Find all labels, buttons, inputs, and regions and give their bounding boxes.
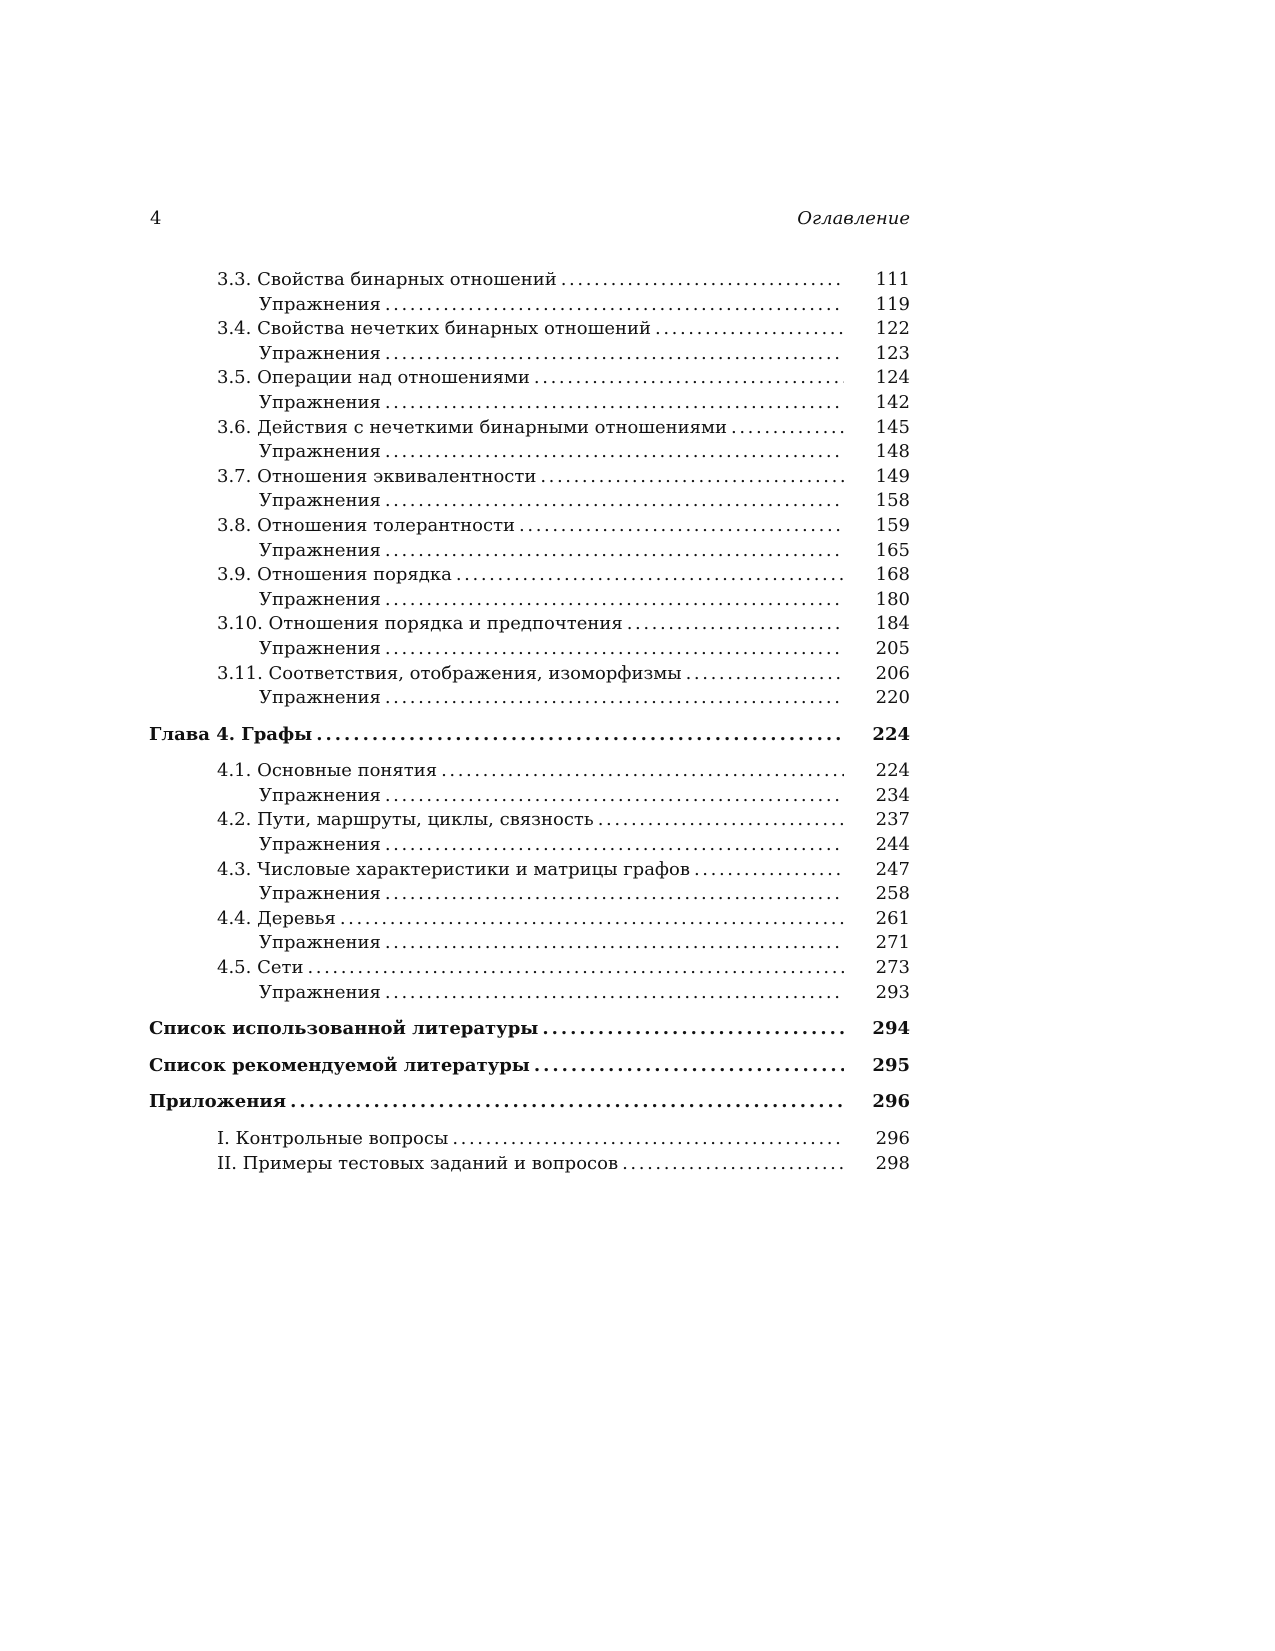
dot-leader <box>694 858 844 883</box>
toc-entry-page: 165 <box>875 539 910 561</box>
toc-entry-3-3[interactable] <box>149 268 910 293</box>
toc-entry-label: Упражнения <box>259 637 381 659</box>
toc-entry-page: 142 <box>875 391 910 413</box>
toc-entry-label: Упражнения <box>259 687 381 709</box>
dot-leader <box>627 612 844 637</box>
toc-entry-page: 298 <box>875 1152 910 1174</box>
toc-entry-4-1[interactable] <box>149 759 910 784</box>
dot-leader <box>561 268 844 293</box>
dot-leader <box>452 1127 844 1152</box>
toc-entry-3-9[interactable] <box>149 563 910 588</box>
toc-entry-label: II. Примеры тестовых заданий и вопросов <box>217 1152 619 1174</box>
toc-entry-page: 148 <box>875 441 910 463</box>
dot-leader <box>542 1017 844 1042</box>
toc-entry-appendix-1[interactable] <box>149 1127 910 1152</box>
toc-entry-page: 273 <box>875 957 910 979</box>
toc-entry-3-7[interactable] <box>149 465 910 490</box>
dot-leader <box>385 440 844 465</box>
toc-entry-exercises[interactable] <box>149 637 910 662</box>
toc-chapter-label: Список использованной литературы <box>149 1018 539 1040</box>
toc-entry-label: Упражнения <box>259 293 381 315</box>
toc-entry-4-5[interactable] <box>149 956 910 981</box>
toc-entry-page: 159 <box>875 514 910 536</box>
toc-entry-page: 244 <box>875 834 910 856</box>
dot-leader <box>534 1054 844 1079</box>
dot-leader <box>385 391 844 416</box>
toc-chapter-label: Приложения <box>149 1091 287 1113</box>
toc-chapter-4[interactable] <box>149 723 910 748</box>
toc-entry-exercises[interactable] <box>149 440 910 465</box>
toc-entry-exercises[interactable] <box>149 931 910 956</box>
toc-entry-page: 124 <box>875 367 910 389</box>
toc-entry-label: 4.3. Числовые характеристики и матрицы графов <box>217 858 690 880</box>
toc-entry-page: 220 <box>875 687 910 709</box>
toc-entry-page: 111 <box>875 269 910 290</box>
toc-entry-exercises[interactable] <box>149 539 910 564</box>
toc-entry-page: 158 <box>875 490 910 512</box>
dot-leader <box>385 882 844 907</box>
toc-entry-page: 271 <box>875 932 910 954</box>
toc-entry-label: 4.4. Деревья <box>217 907 336 929</box>
toc-entry-label: Упражнения <box>259 981 381 1003</box>
toc-entry-appendix-2[interactable] <box>149 1152 910 1177</box>
toc-entry-4-3[interactable] <box>149 858 910 883</box>
toc-chapter-page: 296 <box>872 1091 910 1113</box>
dot-leader <box>385 637 844 662</box>
toc-entry-page: 184 <box>875 613 910 635</box>
toc-entry-label: 4.2. Пути, маршруты, циклы, связность <box>217 809 594 831</box>
toc-entry-label: I. Контрольные вопросы <box>217 1128 449 1149</box>
toc-entry-exercises[interactable] <box>149 489 910 514</box>
toc-entry-page: 119 <box>875 293 910 315</box>
toc-entry-3-5[interactable] <box>149 366 910 391</box>
toc-entry-page: 206 <box>875 662 910 684</box>
dot-leader <box>316 723 844 748</box>
toc-entry-page: 296 <box>875 1128 910 1149</box>
table-of-contents <box>149 268 910 1176</box>
dot-leader <box>519 514 844 539</box>
toc-entry-page: 123 <box>875 342 910 364</box>
toc-entry-page: 145 <box>875 416 910 438</box>
toc-entry-page: 122 <box>875 318 910 340</box>
toc-entry-page: 247 <box>875 858 910 880</box>
toc-entry-label: 4.5. Сети <box>217 957 304 979</box>
toc-chapter-references-used[interactable] <box>149 1017 910 1042</box>
toc-entry-label: Упражнения <box>259 441 381 463</box>
toc-entry-exercises[interactable] <box>149 588 910 613</box>
dot-leader <box>534 366 844 391</box>
toc-entry-label: 3.5. Операции над отношениями <box>217 367 530 389</box>
toc-entry-label: Упражнения <box>259 588 381 610</box>
dot-leader <box>385 293 844 318</box>
dot-leader <box>456 563 844 588</box>
toc-entry-page: 149 <box>875 465 910 487</box>
toc-entry-label: Упражнения <box>259 784 381 806</box>
dot-leader <box>622 1152 844 1177</box>
toc-chapter-page: 295 <box>872 1054 910 1076</box>
dot-leader <box>731 416 844 441</box>
toc-entry-page: 261 <box>875 907 910 929</box>
dot-leader <box>385 833 844 858</box>
toc-entry-page: 168 <box>875 564 910 586</box>
dot-leader <box>340 907 844 932</box>
dot-leader <box>307 956 844 981</box>
toc-entry-label: 3.9. Отношения порядка <box>217 564 452 586</box>
dot-leader <box>385 539 844 564</box>
toc-entry-3-6[interactable] <box>149 416 910 441</box>
page-number: 4 <box>150 208 162 229</box>
dot-leader <box>385 981 844 1006</box>
toc-entry-exercises[interactable] <box>149 686 910 711</box>
toc-entry-label: 3.10. Отношения порядка и предпочтения <box>217 613 623 635</box>
toc-entry-exercises[interactable] <box>149 342 910 367</box>
dot-leader <box>598 808 844 833</box>
toc-entry-page: 258 <box>875 883 910 905</box>
running-head: Оглавление <box>797 208 910 229</box>
toc-entry-label: Упражнения <box>259 932 381 954</box>
toc-entry-label: Упражнения <box>259 342 381 364</box>
toc-entry-exercises[interactable] <box>149 293 910 318</box>
toc-entry-page: 180 <box>875 588 910 610</box>
toc-entry-label: 3.6. Действия с нечеткими бинарными отношениями <box>217 416 728 438</box>
toc-entry-label: 4.1. Основные понятия <box>217 760 438 782</box>
toc-entry-exercises[interactable] <box>149 882 910 907</box>
dot-leader <box>686 662 844 687</box>
dot-leader <box>290 1090 844 1115</box>
toc-entry-page: 224 <box>875 760 910 782</box>
toc-entry-4-2[interactable] <box>149 808 910 833</box>
toc-chapter-page: 224 <box>872 723 910 745</box>
toc-chapter-page: 294 <box>872 1018 910 1040</box>
toc-entry-label: 3.4. Свойства нечетких бинарных отношений <box>217 318 652 340</box>
toc-entry-exercises[interactable] <box>149 833 910 858</box>
toc-entry-label: Упражнения <box>259 391 381 413</box>
dot-leader <box>385 784 844 809</box>
dot-leader <box>385 686 844 711</box>
dot-leader <box>655 317 844 342</box>
toc-chapter-references-recommended[interactable] <box>149 1054 910 1079</box>
dot-leader <box>385 588 844 613</box>
toc-entry-label: 3.7. Отношения эквивалентности <box>217 465 537 487</box>
dot-leader <box>441 759 844 784</box>
dot-leader <box>385 489 844 514</box>
toc-entry-label: Упражнения <box>259 539 381 561</box>
toc-entry-label: Упражнения <box>259 834 381 856</box>
toc-entry-page: 205 <box>875 637 910 659</box>
toc-entry-label: Упражнения <box>259 490 381 512</box>
toc-entry-page: 293 <box>875 981 910 1003</box>
toc-entry-label: 3.3. Свойства бинарных отношений <box>217 269 557 290</box>
dot-leader <box>385 931 844 956</box>
toc-entry-label: 3.11. Соответствия, отображения, изоморфизмы <box>217 662 682 684</box>
toc-chapter-appendices[interactable] <box>149 1090 910 1115</box>
toc-entry-exercises[interactable] <box>149 981 910 1006</box>
toc-entry-3-11[interactable] <box>149 662 910 687</box>
toc-entry-4-4[interactable] <box>149 907 910 932</box>
dot-leader <box>385 342 844 367</box>
toc-chapter-label: Список рекомендуемой литературы <box>149 1054 530 1076</box>
toc-entry-exercises[interactable] <box>149 391 910 416</box>
toc-entry-3-10[interactable] <box>149 612 910 637</box>
toc-entry-label: Упражнения <box>259 883 381 905</box>
toc-entry-exercises[interactable] <box>149 784 910 809</box>
toc-entry-label: 3.8. Отношения толерантности <box>217 514 516 536</box>
toc-entry-3-4[interactable] <box>149 317 910 342</box>
toc-entry-page: 234 <box>875 784 910 806</box>
toc-entry-page: 237 <box>875 809 910 831</box>
dot-leader <box>540 465 844 490</box>
toc-chapter-label: Глава 4. Графы <box>149 723 313 745</box>
toc-entry-3-8[interactable] <box>149 514 910 539</box>
